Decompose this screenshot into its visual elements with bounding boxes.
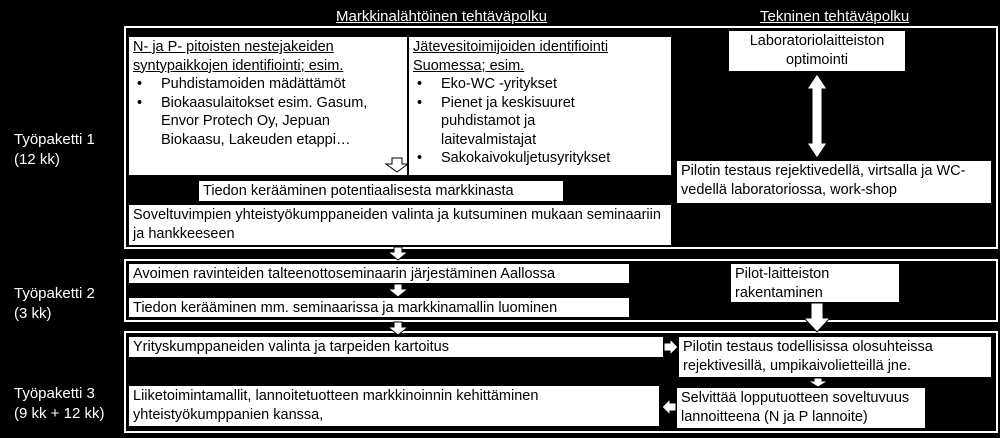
business-models-box: Liiketoimintamallit, lannoitetuotteen markkinoinnin kehittäminen yhteistyökumppanien kanssa,: [128, 385, 660, 427]
partner-selection-seminar-box: Soveltuvimpien yhteistyökumppaneiden valinta ja kutsuminen mukaan seminaariin ja hankkeeseen: [128, 204, 672, 246]
lab-optimization-box: Laboratoriolaitteiston optimointi: [728, 30, 906, 72]
work-package-1-duration: (12 kk): [14, 151, 60, 168]
end-product-box: Selvittää lopputuotteen soveltuvuus lannoitteena (N ja P lannoite): [676, 387, 926, 429]
wastewater-actors-title-1: Jätevesitoimijoiden identifiointi: [413, 39, 609, 55]
company-partners-box: Yrityskumppaneiden valinta ja tarpeiden kartoitus: [128, 336, 664, 358]
arrow-down-icon: [804, 303, 830, 332]
list-item: • Puhdistamoiden mädättämöt: [133, 75, 403, 94]
wastewater-actors-title-2: Suomessa; esim.: [413, 57, 525, 74]
arrow-down-icon: [388, 284, 408, 297]
list-item: • Eko-WC -yritykset: [413, 75, 667, 94]
open-seminar-box: Avoimen ravinteiden talteenottoseminaarin järjestäminen Aallossa: [128, 263, 630, 284]
pilot-build-box: Pilot-laitteiston rakentaminen: [730, 263, 900, 303]
pilot-lab-test-box: Pilotin testaus rejektivedellä, virtsalla ja WC-vedellä laboratoriossa, work-shop: [676, 160, 992, 204]
arrow-down-icon: [388, 322, 408, 335]
work-package-2-title: Työpaketti 2: [14, 285, 95, 302]
work-package-2-duration: (3 kk): [14, 305, 52, 322]
technical-path-header: Tekninen tehtäväpolku: [760, 8, 910, 25]
market-path-header: Markkinalähtöinen tehtäväpolku: [336, 8, 547, 25]
list-item: • Sakokaivokuljetusyritykset: [413, 149, 667, 168]
double-arrow-icon: [807, 74, 827, 158]
arrow-right-icon: [664, 339, 678, 355]
pilot-real-test-box: Pilotin testaus todellisissa olosuhteissa rejektivesillä, umpikaivolietteillä jne.: [678, 336, 992, 378]
np-sources-title-2: syntypaikkojen identifiointi; esim.: [133, 57, 344, 74]
work-package-3-duration: (9 kk + 12 kk): [14, 405, 105, 422]
arrow-down-icon: [386, 158, 408, 172]
work-package-3-title: Työpaketti 3: [14, 385, 95, 402]
work-package-1-title: Työpaketti 1: [14, 131, 95, 148]
np-sources-title-1: N- ja P- pitoisten nestejakeiden: [133, 39, 334, 55]
market-model-box: Tiedon kerääminen mm. seminaarissa ja markkinamallin luominen: [128, 297, 630, 318]
arrow-down-icon: [388, 247, 408, 260]
list-item: • Biokaasulaitokset esim. Gasum, Envor Protech Oy, Jepuan Biokaasu, Lakeuden etappi…: [133, 94, 403, 150]
data-collection-potential-box: Tiedon kerääminen potentiaalisesta markkinasta: [198, 180, 564, 202]
arrow-left-icon: [662, 399, 676, 415]
list-item: • Pienet ja keskisuuret puhdistamot ja laitevalmistajat: [413, 94, 667, 150]
arrow-down-icon: [808, 378, 828, 387]
